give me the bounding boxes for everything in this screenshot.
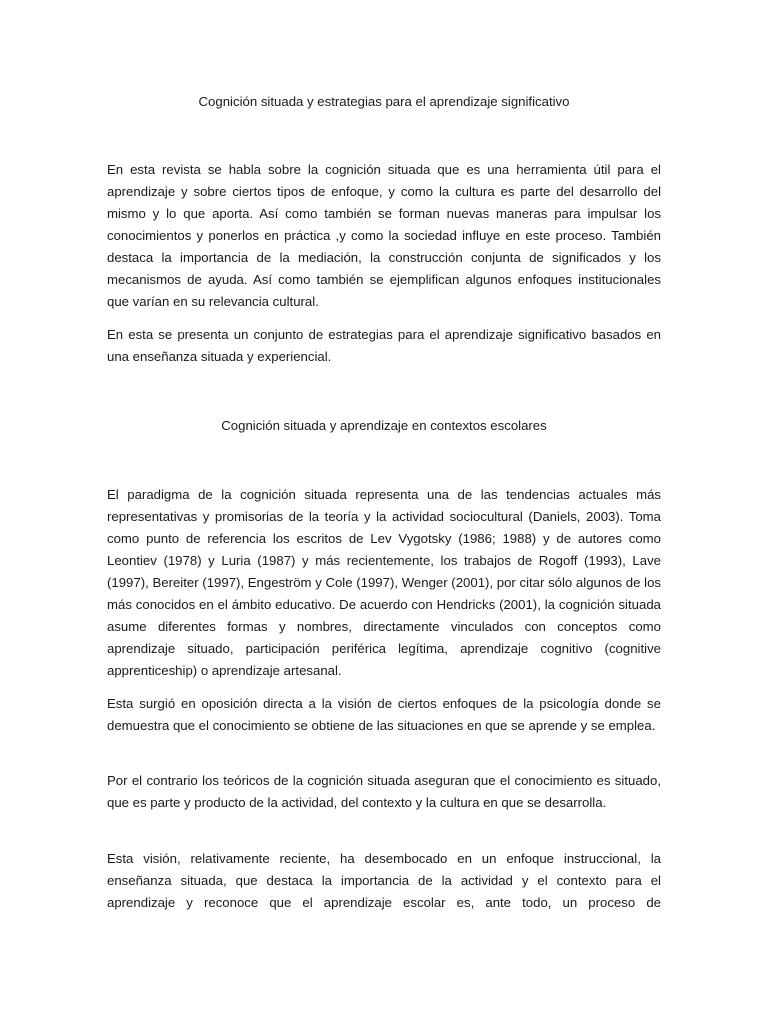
paragraph-1: En esta revista se habla sobre la cognición situada que es una herramienta útil para el aprendizaje y sobre ciertos tipos de enfoque, y como la cultura es parte del desarrollo del mismo y lo que aporta. Así como también se forman nuevas maneras para impulsar los conocimientos y ponerlos en práctica ,y como la sociedad influye en este proceso. También destaca la importancia de la mediación, la construcción conjunta de significados y los mecanismos de ayuda. Así como también se ejemplifican algunos enfoques institucionales que varían en su relevancia cultural.	[107, 162, 661, 309]
paragraph-3: El paradigma de la cognición situada representa una de las tendencias actuales más representativas y promisorias de la teoría y la actividad sociocultural (Daniels, 2003). Toma como punto de referencia los escritos de Lev Vygotsky (1986; 1988) y de autores como Leontiev (1978) y Luria (1987) y más recientemente, los trabajos de Rogoff (1993), Lave (1997), Bereiter (1997), Engeström y Cole (1997), Wenger (2001), por citar sólo algunos de los más conocidos en el ámbito educativo. De acuerdo con Hendricks (2001), la cognición situada asume diferentes formas y nombres, directamente vinculados con conceptos como aprendizaje situado, participación periférica legítima, aprendizaje cognitivo (cognitive apprenticeship) o aprendizaje artesanal.	[107, 487, 661, 678]
section-title-1: Cognición situada y estrategias para el aprendizaje significativo	[198, 94, 570, 109]
paragraph-6: Esta visión, relativamente reciente, ha desembocado en un enfoque instruccional, la enseñanza situada, que destaca la importancia de la actividad y el contexto para el aprendizaje y reconoce que el aprendizaje escolar es, ante todo, un proceso de	[107, 851, 661, 910]
section-title-2: Cognición situada y aprendizaje en contextos escolares	[221, 418, 547, 433]
paragraph-2: En esta se presenta un conjunto de estrategias para el aprendizaje significativo basados en una enseñanza situada y experiencial.	[107, 327, 661, 364]
paragraph-4: Esta surgió en oposición directa a la visión de ciertos enfoques de la psicología donde se demuestra que el conocimiento se obtiene de las situaciones en que se aprende y se emplea.	[107, 696, 661, 733]
paragraph-5: Por el contrario los teóricos de la cognición situada aseguran que el conocimiento es situado, que es parte y producto de la actividad, del contexto y la cultura en que se desarrolla.	[107, 773, 661, 810]
